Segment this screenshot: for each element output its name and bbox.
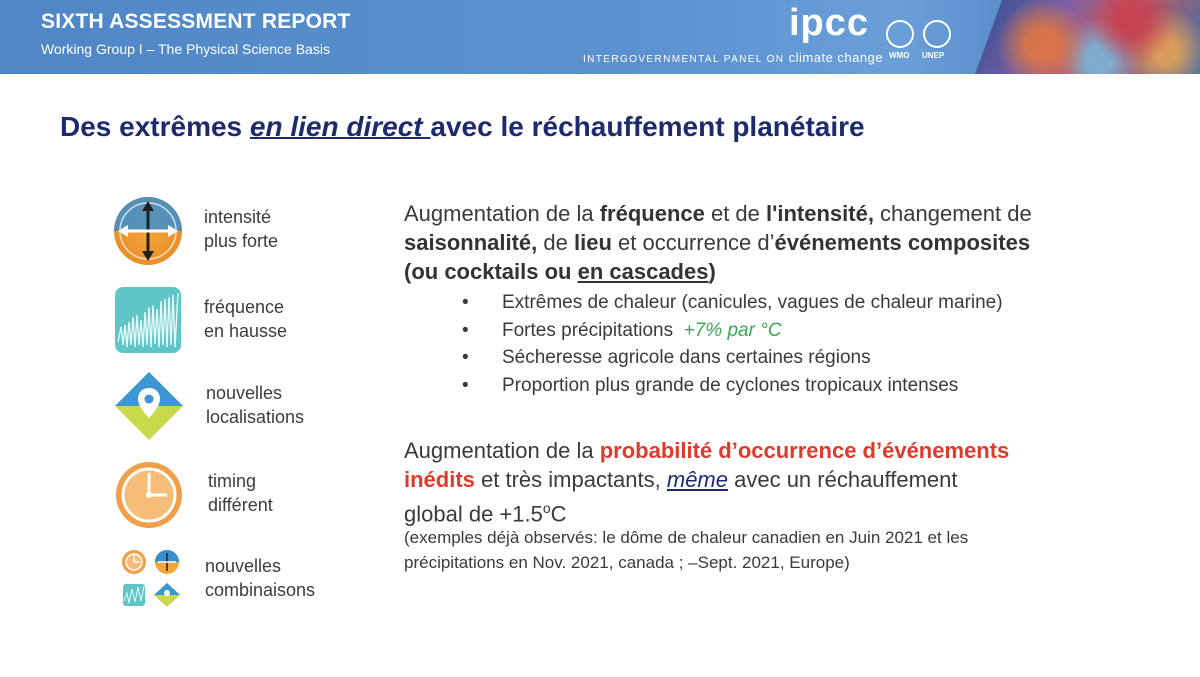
text: Augmentation de la — [404, 438, 600, 463]
text: global de +1.5 — [404, 501, 543, 527]
tagline-suffix: climate change — [788, 50, 884, 65]
tagline-prefix: INTERGOVERNMENTAL PANEL ON — [583, 54, 785, 65]
examples-note — [404, 525, 968, 575]
legend-label-intensity — [204, 205, 278, 253]
wmo-emblem-icon — [886, 20, 914, 48]
list-item — [462, 372, 1003, 400]
report-title: SIXTH ASSESSMENT REPORT — [41, 10, 351, 33]
legend-line: fréquence — [204, 297, 285, 317]
paragraph-frequency-intensity — [404, 199, 1032, 286]
red-bold-text: inédits — [404, 467, 475, 492]
report-subtitle: Working Group I – The Physical Science Basis — [41, 41, 330, 57]
title-part2: avec le réchauffement planétaire — [430, 111, 865, 142]
text: changement de — [873, 201, 1032, 226]
legend-label-combinations — [205, 554, 315, 602]
note-line: précipitations en Nov. 2021, canada ; –Sept. 2021, Europe) — [404, 553, 850, 572]
location-pin-icon — [113, 370, 185, 442]
bullet-text: Extrêmes de chaleur (canicules, vagues de chaleur marine) — [502, 292, 1003, 313]
ipcc-tagline — [583, 50, 883, 65]
legend-line: plus forte — [204, 231, 279, 251]
bold-text: saisonnalité, — [404, 230, 538, 255]
bullet-text: Proportion plus grande de cyclones tropicaux intenses — [502, 374, 959, 396]
list-item — [462, 289, 1003, 317]
title-part1: Des extrêmes — [60, 111, 250, 142]
bullet-highlight: +7% par °C — [683, 319, 782, 341]
text: et de — [704, 201, 767, 226]
frequency-wave-icon — [115, 287, 181, 353]
unep-emblem-icon — [923, 20, 951, 48]
bold-underlined-text: en cascades — [577, 259, 709, 284]
bold-text: fréquence — [599, 201, 705, 226]
legend-label-timing — [208, 469, 273, 517]
legend-line: timing — [208, 471, 257, 491]
legend-line: différent — [208, 495, 273, 515]
legend-line: nouvelles — [206, 383, 283, 403]
combination-grid-icon — [121, 549, 181, 609]
header-banner — [0, 0, 1200, 74]
legend-line: combinaisons — [205, 580, 316, 600]
bullet-list — [462, 289, 1003, 399]
bold-text: (ou cocktails ou — [404, 259, 578, 284]
slide-title — [60, 111, 865, 143]
list-item — [462, 317, 1003, 345]
legend-line: localisations — [206, 407, 305, 427]
text: et très impactants, — [474, 467, 667, 492]
red-bold-text: probabilité d’occurrence d’événements — [599, 438, 1010, 463]
text: C — [550, 501, 567, 527]
legend-line: en hausse — [204, 321, 288, 341]
emphasis-text: même — [666, 467, 728, 492]
legend-label-frequency — [204, 295, 287, 343]
superscript: o — [542, 500, 551, 516]
title-emphasis: en lien direct — [249, 111, 431, 142]
text: de — [537, 230, 574, 255]
text: avec un réchauffement — [728, 467, 958, 492]
bullet-text: Sécheresse agricole dans certaines régions — [502, 347, 871, 368]
bullet-text: Fortes précipitations — [502, 319, 684, 341]
bold-text: lieu — [573, 230, 612, 255]
ipcc-logo: ipcc — [789, 2, 870, 44]
legend-line: intensité — [204, 207, 272, 227]
arrows-compass-icon — [113, 196, 183, 266]
text: et occurrence d’ — [611, 230, 775, 255]
bold-text: événements composites — [774, 230, 1031, 255]
note-line: (exemples déjà observés: le dôme de chaleur canadien en Juin 2021 et les — [404, 528, 969, 547]
legend-line: nouvelles — [205, 556, 282, 576]
clock-icon — [115, 461, 183, 529]
text: Augmentation de la — [404, 201, 600, 226]
header-artwork — [975, 0, 1200, 74]
bold-text: ) — [708, 259, 716, 284]
list-item — [462, 344, 1003, 372]
wmo-label: WMO — [889, 51, 910, 60]
legend-label-location — [206, 381, 304, 429]
bold-text: l'intensité, — [766, 201, 874, 226]
unep-label: UNEP — [922, 51, 945, 60]
paragraph-probability — [404, 436, 1009, 528]
